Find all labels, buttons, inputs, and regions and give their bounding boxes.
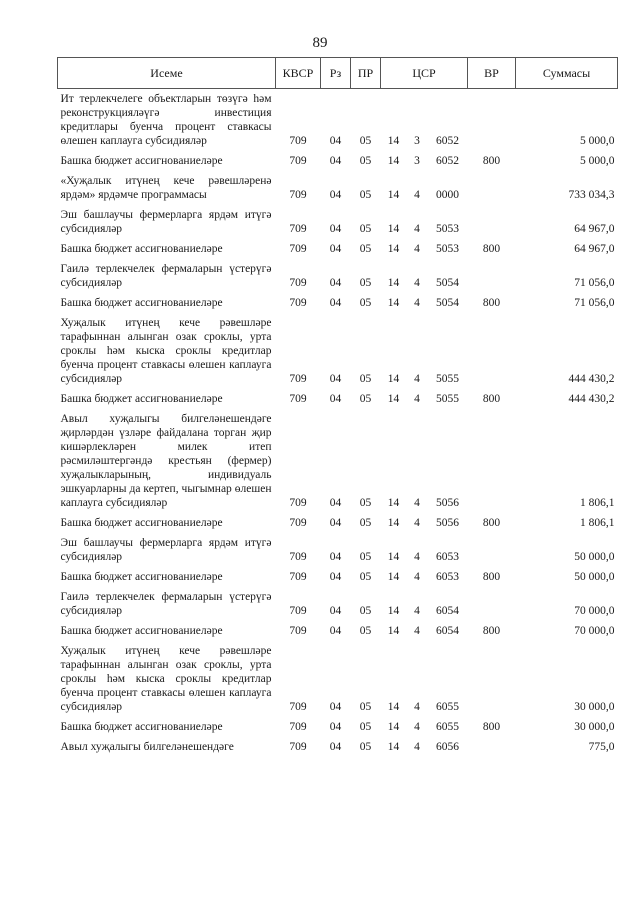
row-csr-subprogram: 4: [414, 551, 420, 563]
row-csr-subprogram: 4: [414, 605, 420, 617]
row-rz: 04: [329, 223, 342, 235]
row-amount: 70 000,0: [574, 625, 615, 637]
row-csr-subprogram: 4: [414, 721, 420, 733]
row-rz: 04: [329, 741, 342, 753]
row-vr: [468, 205, 516, 239]
row-csr-program: 14: [387, 701, 400, 713]
row-rz: 04: [329, 497, 342, 509]
row-csr-program: 14: [387, 497, 400, 509]
table-row: [58, 621, 618, 641]
row-csr-program: 14: [387, 243, 400, 255]
row-rz: 04: [329, 605, 342, 617]
header-amount: Суммасы: [516, 58, 618, 89]
row-pr: 05: [359, 373, 372, 385]
table-body: [58, 89, 618, 758]
row-name: Авыл хуҗалыгы билгеләнешендәге җирләрдән үзләре файдалана торган җир кишәрлекләрен милек итеп рәсмиләштергәндә крестьян (фермер) хуҗалыкларының, индивидуаль эшкуарларны да кертеп, чыгымнар өлешен каплауга субсидияләр: [60, 413, 272, 509]
row-name: Авыл хуҗалыгы билгеләнешендәге: [60, 741, 234, 753]
row-csr-subprogram: 4: [414, 277, 420, 289]
row-csr-program: 14: [387, 721, 400, 733]
header-rz: Рз: [321, 58, 351, 89]
row-name: Башка бюджет ассигнованиеләре: [60, 243, 223, 255]
row-amount: 444 430,2: [568, 373, 615, 385]
row-csr-program: 14: [387, 605, 400, 617]
row-kvsr: 709: [289, 605, 307, 617]
row-rz: 04: [329, 297, 342, 309]
row-pr: 05: [359, 297, 372, 309]
row-csr-code: 6055: [436, 701, 459, 713]
row-rz: 04: [329, 373, 342, 385]
row-rz: 04: [329, 243, 342, 255]
row-name: Гаилә терлекчелек фермаларын үстерүгә субсидияләр: [60, 263, 272, 289]
row-csr-program: 14: [387, 571, 400, 583]
budget-table: [57, 57, 618, 757]
row-pr: 05: [359, 605, 372, 617]
page-number: 89: [312, 35, 328, 51]
row-pr: 05: [359, 517, 372, 529]
row-vr: [468, 587, 516, 621]
table-row: [58, 641, 618, 717]
row-csr-program: 14: [387, 551, 400, 563]
row-csr-subprogram: 4: [414, 297, 420, 309]
table-row: [58, 389, 618, 409]
row-csr-subprogram: 4: [414, 223, 420, 235]
row-amount: 50 000,0: [574, 551, 615, 563]
row-vr: 800: [482, 571, 501, 583]
table-row: [58, 259, 618, 293]
row-rz: 04: [329, 721, 342, 733]
row-csr-subprogram: 4: [414, 571, 420, 583]
row-name: Гаилә терлекчелек фермаларын үстерүгә субсидияләр: [60, 591, 272, 617]
table-row: [58, 205, 618, 239]
table-row: [58, 89, 618, 152]
row-kvsr: 709: [289, 551, 307, 563]
row-vr: [468, 313, 516, 389]
row-kvsr: 709: [289, 135, 307, 147]
row-vr: [468, 641, 516, 717]
row-name: Башка бюджет ассигнованиеләре: [60, 721, 223, 733]
table-row: [58, 171, 618, 205]
row-csr-program: 14: [387, 373, 400, 385]
table-row: [58, 239, 618, 259]
header-kvsr: КВСР: [276, 58, 321, 89]
row-rz: 04: [329, 625, 342, 637]
row-csr-program: 14: [387, 223, 400, 235]
row-rz: 04: [329, 277, 342, 289]
row-name: «Хуҗалык итүнең кече рәвешләренә ярдәм» ярдәмче программасы: [60, 175, 272, 201]
row-pr: 05: [359, 741, 372, 753]
row-name: Башка бюджет ассигнованиеләре: [60, 571, 223, 583]
row-csr-code: 5053: [436, 243, 459, 255]
row-pr: 05: [359, 571, 372, 583]
row-pr: 05: [359, 277, 372, 289]
row-vr: [468, 533, 516, 567]
row-pr: 05: [359, 243, 372, 255]
table-row: [58, 409, 618, 513]
row-amount: 70 000,0: [574, 605, 615, 617]
row-amount: 71 056,0: [574, 277, 615, 289]
row-amount: 1 806,1: [580, 497, 615, 509]
row-csr-program: 14: [387, 297, 400, 309]
table-row: [58, 151, 618, 171]
row-csr-subprogram: 4: [414, 373, 420, 385]
table-header-row: [58, 58, 618, 89]
row-amount: 733 034,3: [568, 189, 615, 201]
table-row: [58, 513, 618, 533]
row-vr: 800: [482, 297, 501, 309]
row-pr: 05: [359, 393, 372, 405]
row-kvsr: 709: [289, 189, 307, 201]
row-name: Эш башлаучы фермерларга ярдәм итүгә субсидияләр: [60, 537, 272, 563]
row-amount: 5 000,0: [580, 155, 615, 167]
row-kvsr: 709: [289, 297, 307, 309]
row-rz: 04: [329, 135, 342, 147]
row-name: Хуҗалык итүнең кече рәвешләре тарафыннан алынган озак сроклы, урта сроклы һәм кыска сроклы кредитлар буенча процент ставкасы өлешен каплауга субсидияләр: [60, 645, 272, 713]
header-name: Исеме: [58, 58, 276, 89]
row-csr-code: 6054: [436, 625, 459, 637]
row-kvsr: 709: [289, 277, 307, 289]
row-amount: 50 000,0: [574, 571, 615, 583]
row-rz: 04: [329, 393, 342, 405]
row-kvsr: 709: [289, 393, 307, 405]
row-csr-code: 6056: [436, 741, 459, 753]
row-pr: 05: [359, 701, 372, 713]
row-csr-code: 6052: [436, 155, 459, 167]
row-csr-code: 5055: [436, 373, 459, 385]
row-vr: [468, 259, 516, 293]
row-kvsr: 709: [289, 155, 307, 167]
row-csr-subprogram: 3: [414, 135, 420, 147]
row-csr-program: 14: [387, 741, 400, 753]
row-csr-code: 6052: [436, 135, 459, 147]
row-csr-code: 6053: [436, 571, 459, 583]
row-pr: 05: [359, 551, 372, 563]
row-vr: 800: [482, 517, 501, 529]
row-pr: 05: [359, 497, 372, 509]
row-kvsr: 709: [289, 721, 307, 733]
row-csr-subprogram: 4: [414, 517, 420, 529]
table-row: [58, 587, 618, 621]
row-csr-program: 14: [387, 625, 400, 637]
row-kvsr: 709: [289, 497, 307, 509]
row-kvsr: 709: [289, 571, 307, 583]
row-vr: [468, 89, 516, 152]
row-csr-code: 6054: [436, 605, 459, 617]
row-pr: 05: [359, 135, 372, 147]
row-amount: 64 967,0: [574, 243, 615, 255]
row-amount: 64 967,0: [574, 223, 615, 235]
row-csr-subprogram: 4: [414, 741, 420, 753]
row-amount: 71 056,0: [574, 297, 615, 309]
row-amount: 30 000,0: [574, 721, 615, 733]
row-csr-code: 6055: [436, 721, 459, 733]
row-csr-program: 14: [387, 393, 400, 405]
row-csr-code: 5056: [436, 517, 459, 529]
row-csr-code: 5054: [436, 297, 459, 309]
row-rz: 04: [329, 701, 342, 713]
table-row: [58, 717, 618, 737]
table-row: [58, 737, 618, 757]
row-kvsr: 709: [289, 517, 307, 529]
row-kvsr: 709: [289, 243, 307, 255]
table-row: [58, 313, 618, 389]
row-amount: 444 430,2: [568, 393, 615, 405]
header-csr: ЦСР: [381, 58, 468, 89]
row-vr: 800: [482, 625, 501, 637]
row-name: Башка бюджет ассигнованиеләре: [60, 517, 223, 529]
row-amount: 30 000,0: [574, 701, 615, 713]
row-kvsr: 709: [289, 625, 307, 637]
row-name: Хуҗалык итүнең кече рәвешләре тарафыннан алынган озак сроклы, урта сроклы һәм кыска сроклы кредитлар буенча процент ставкасы өлешен каплауга субсидияләр: [60, 317, 272, 385]
row-vr: 800: [482, 155, 501, 167]
row-name: Эш башлаучы фермерларга ярдәм итүгә субсидияләр: [60, 209, 272, 235]
row-vr: 800: [482, 721, 501, 733]
row-csr-program: 14: [387, 189, 400, 201]
row-csr-subprogram: 4: [414, 189, 420, 201]
table-row: [58, 293, 618, 313]
row-csr-code: 5053: [436, 223, 459, 235]
row-rz: 04: [329, 571, 342, 583]
row-kvsr: 709: [289, 373, 307, 385]
row-csr-code: 5056: [436, 497, 459, 509]
row-csr-code: 5055: [436, 393, 459, 405]
row-pr: 05: [359, 189, 372, 201]
row-kvsr: 709: [289, 701, 307, 713]
row-csr-code: 5054: [436, 277, 459, 289]
row-name: Ит терлекчелеге объектларын төзүгә һәм реконструкцияләүгә инвестиция кредитлары буенча процент ставкасы өлешен каплауга субсидияләр: [60, 93, 272, 147]
header-vr: ВР: [468, 58, 516, 89]
row-csr-program: 14: [387, 517, 400, 529]
row-rz: 04: [329, 155, 342, 167]
row-csr-code: 6053: [436, 551, 459, 563]
row-rz: 04: [329, 551, 342, 563]
row-vr: [468, 171, 516, 205]
row-pr: 05: [359, 155, 372, 167]
table-row: [58, 567, 618, 587]
row-csr-program: 14: [387, 135, 400, 147]
row-pr: 05: [359, 721, 372, 733]
row-csr-subprogram: 4: [414, 497, 420, 509]
row-kvsr: 709: [289, 741, 307, 753]
table-row: [58, 533, 618, 567]
row-name: Башка бюджет ассигнованиеләре: [60, 625, 223, 637]
row-kvsr: 709: [289, 223, 307, 235]
row-csr-subprogram: 4: [414, 243, 420, 255]
row-csr-code: 0000: [436, 189, 459, 201]
row-csr-subprogram: 4: [414, 625, 420, 637]
row-csr-subprogram: 4: [414, 393, 420, 405]
row-rz: 04: [329, 189, 342, 201]
row-csr-subprogram: 4: [414, 701, 420, 713]
row-pr: 05: [359, 625, 372, 637]
row-csr-program: 14: [387, 155, 400, 167]
row-pr: 05: [359, 223, 372, 235]
row-amount: 775,0: [588, 741, 615, 753]
row-name: Башка бюджет ассигнованиеләре: [60, 155, 223, 167]
row-amount: 1 806,1: [580, 517, 615, 529]
row-csr-program: 14: [387, 277, 400, 289]
row-csr-subprogram: 3: [414, 155, 420, 167]
row-vr: 800: [482, 243, 501, 255]
row-vr: 800: [482, 393, 501, 405]
row-amount: 5 000,0: [580, 135, 615, 147]
header-pr: ПР: [351, 58, 381, 89]
row-name: Башка бюджет ассигнованиеләре: [60, 297, 223, 309]
row-vr: [468, 737, 516, 757]
row-vr: [468, 409, 516, 513]
row-rz: 04: [329, 517, 342, 529]
row-name: Башка бюджет ассигнованиеләре: [60, 393, 223, 405]
